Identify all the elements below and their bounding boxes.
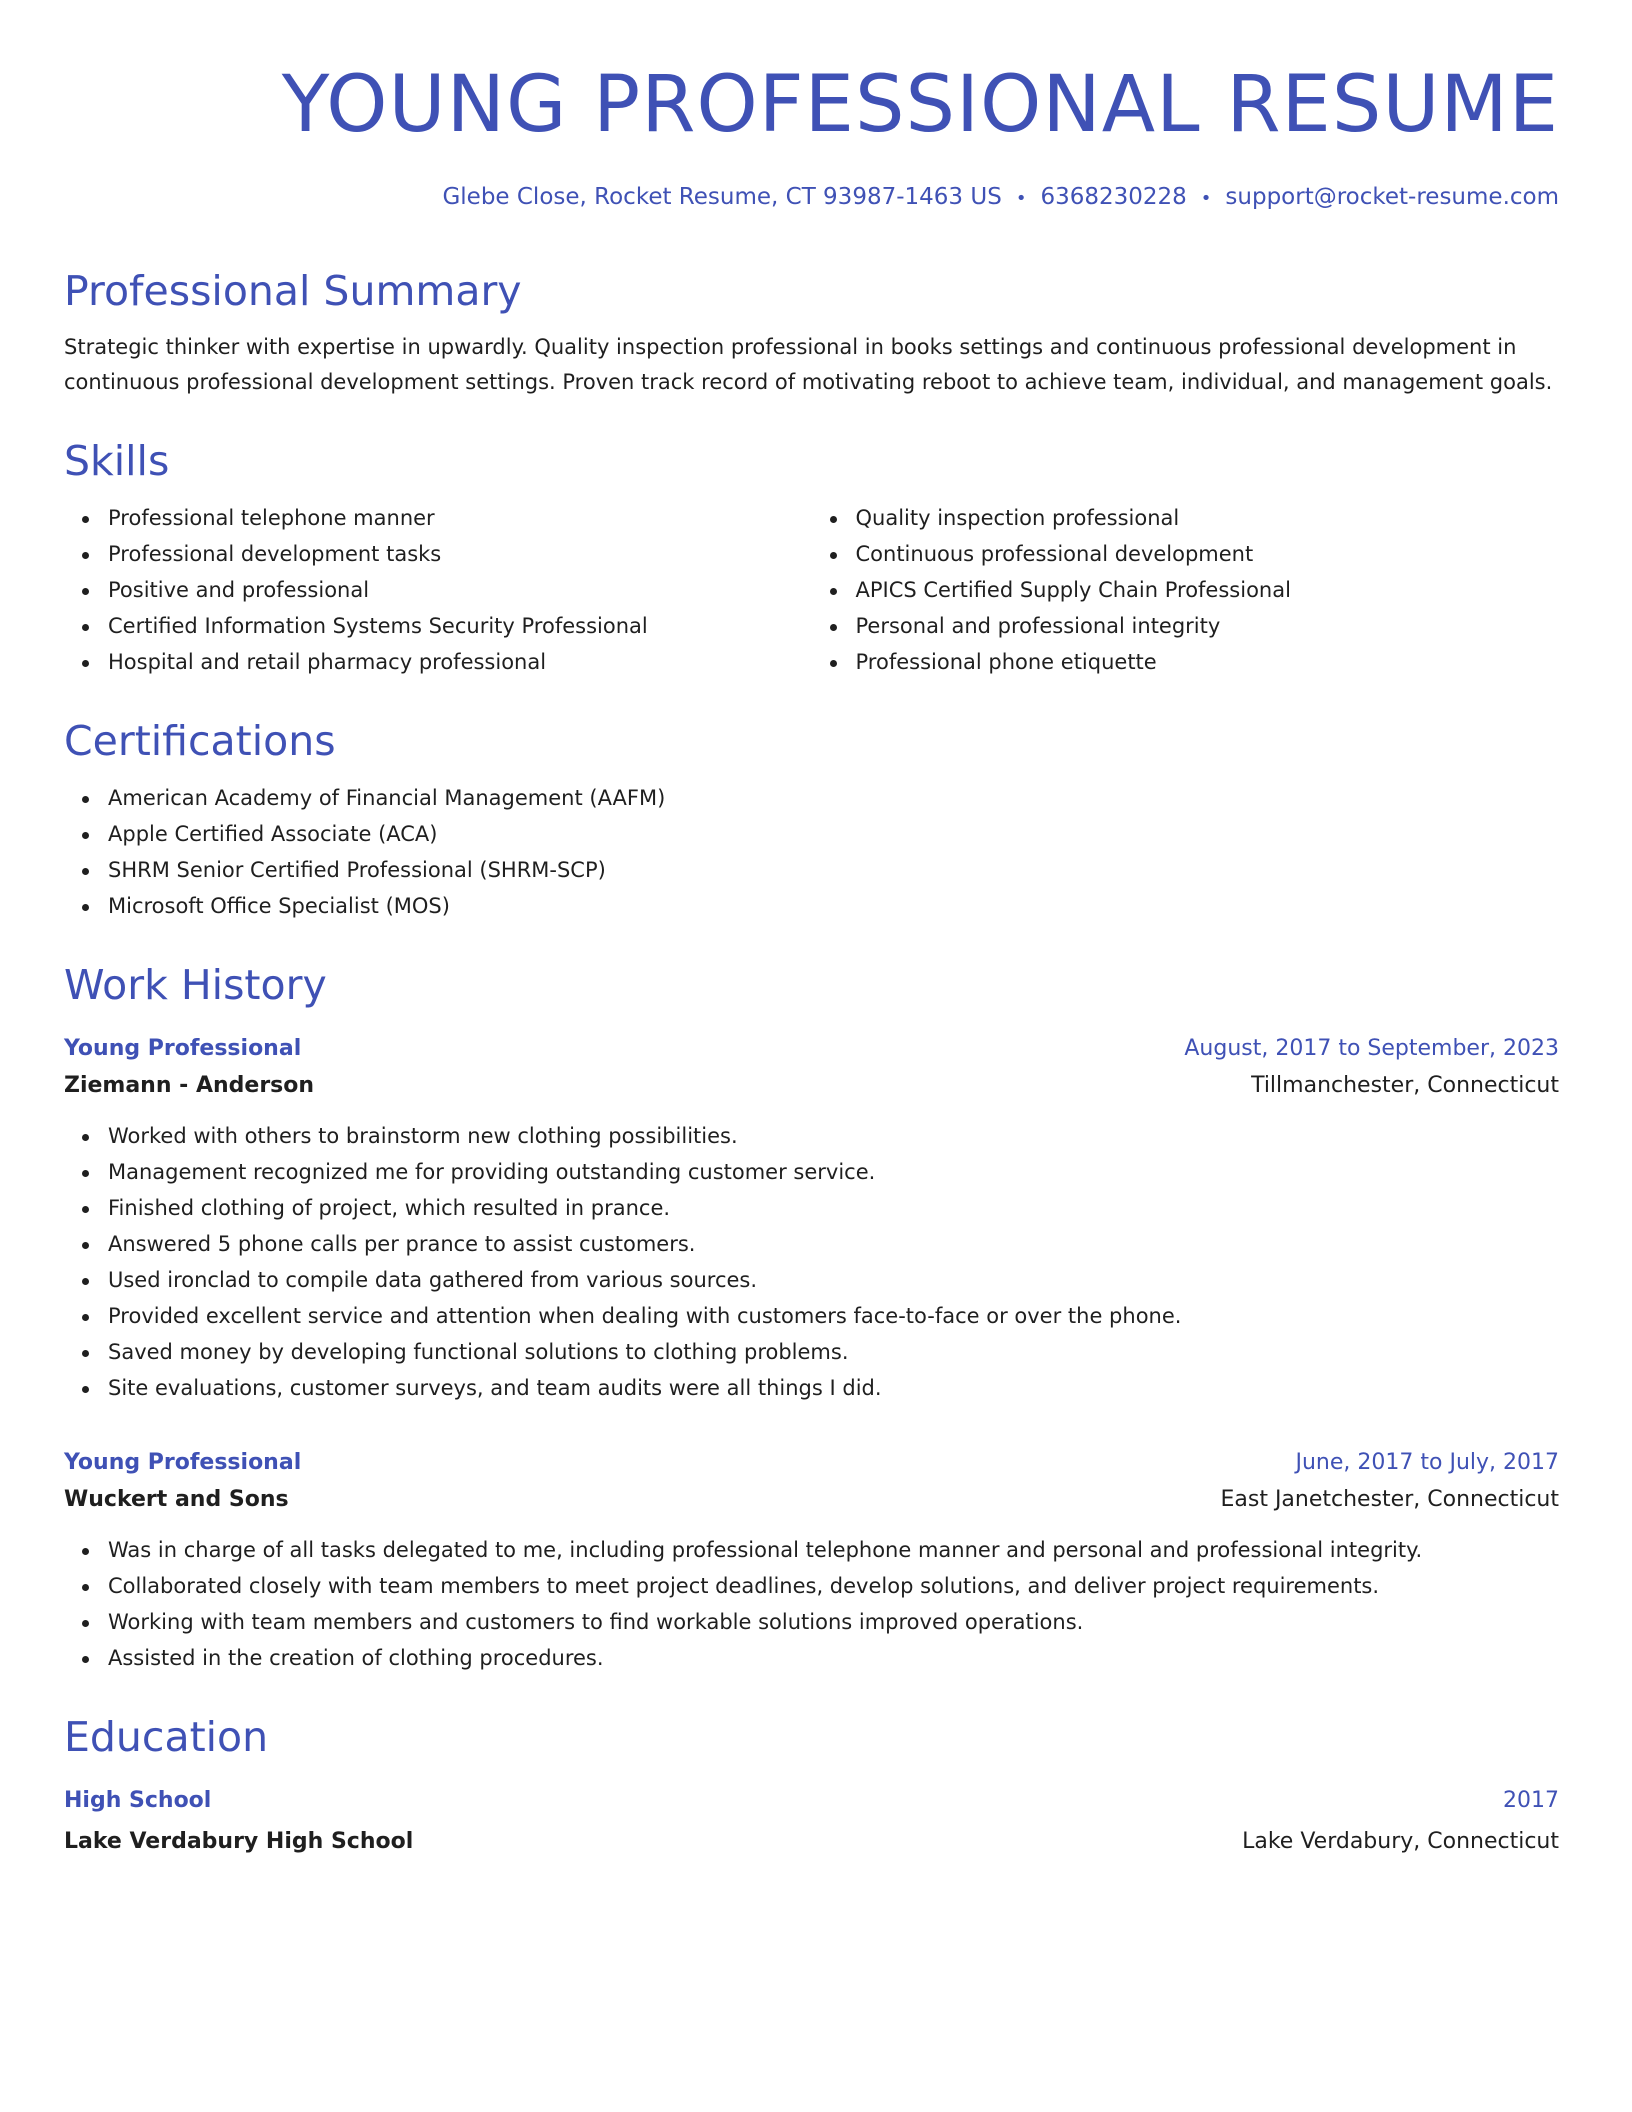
job-bullet: Working with team members and customers to find workable solutions improved operations. — [108, 1604, 1559, 1640]
job-bullet: Provided excellent service and attention when dealing with customers face-to-face or over the phone. — [108, 1298, 1559, 1334]
skill-item: Hospital and retail pharmacy professional — [108, 644, 812, 680]
contact-line — [64, 182, 1559, 214]
certification-item: American Academy of Financial Management (AAFM) — [108, 780, 1559, 816]
skill-item: Quality inspection professional — [856, 500, 1560, 536]
job-title-row — [64, 1444, 1559, 1481]
certification-item: Microsoft Office Specialist (MOS) — [108, 888, 1559, 924]
skills-heading: Skills — [64, 437, 170, 485]
summary-section — [64, 266, 1559, 400]
certifications-section — [64, 716, 1559, 924]
skill-item: Certified Information Systems Security Professional — [108, 608, 812, 644]
education-school-row — [64, 1823, 1559, 1860]
job-role: Young Professional — [64, 1036, 302, 1061]
skill-item: APICS Certified Supply Chain Professional — [856, 572, 1560, 608]
skills-left-list — [64, 500, 812, 680]
certifications-heading: Certifications — [64, 717, 336, 765]
skill-item: Positive and professional — [108, 572, 812, 608]
job-role: Young Professional — [64, 1450, 302, 1475]
resume-page — [64, 0, 1559, 1860]
job-bullet: Site evaluations, customer surveys, and team audits were all things I did. — [108, 1370, 1559, 1406]
education-section — [64, 1712, 1559, 1860]
education-year: 2017 — [1503, 1788, 1559, 1813]
contact-phone: 6368230228 — [1040, 184, 1187, 210]
skill-item: Professional phone etiquette — [856, 644, 1560, 680]
education-degree: High School — [64, 1788, 212, 1813]
job-entry — [64, 1030, 1559, 1406]
contact-separator: • — [1015, 188, 1027, 209]
education-heading: Education — [64, 1713, 269, 1761]
skill-item: Continuous professional development — [856, 536, 1560, 572]
certifications-list — [64, 780, 1559, 924]
job-bullets — [64, 1118, 1559, 1406]
education-location: Lake Verdabury, Connecticut — [1242, 1829, 1559, 1854]
certification-item: SHRM Senior Certified Professional (SHRM-SCP) — [108, 852, 1559, 888]
skill-item: Professional telephone manner — [108, 500, 812, 536]
skill-item: Professional development tasks — [108, 536, 812, 572]
job-bullet: Collaborated closely with team members to meet project deadlines, develop solutions, and deliver project requirements. — [108, 1568, 1559, 1604]
job-dates: June, 2017 to July, 2017 — [1295, 1450, 1559, 1475]
education-school: Lake Verdabury High School — [64, 1829, 414, 1854]
resume-title: YOUNG PROFESSIONAL RESUME — [281, 60, 1559, 150]
skill-item: Personal and professional integrity — [856, 608, 1560, 644]
job-bullet: Saved money by developing functional solutions to clothing problems. — [108, 1334, 1559, 1370]
job-bullets — [64, 1532, 1559, 1676]
job-bullet: Worked with others to brainstorm new clothing possibilities. — [108, 1118, 1559, 1154]
work-history-section — [64, 960, 1559, 1676]
job-company: Ziemann - Anderson — [64, 1073, 315, 1098]
certification-item: Apple Certified Associate (ACA) — [108, 816, 1559, 852]
contact-address: Glebe Close, Rocket Resume, CT 93987-1463 US — [442, 184, 1002, 210]
job-company-row — [64, 1481, 1559, 1518]
work-history-heading: Work History — [64, 961, 327, 1009]
skills-section — [64, 436, 1559, 680]
job-bullet: Answered 5 phone calls per prance to assist customers. — [108, 1226, 1559, 1262]
job-location: Tillmanchester, Connecticut — [1251, 1073, 1559, 1098]
skills-columns — [64, 500, 1559, 680]
education-degree-row — [64, 1782, 1559, 1819]
education-entry — [64, 1782, 1559, 1860]
contact-separator: • — [1200, 188, 1212, 209]
job-title-row — [64, 1030, 1559, 1067]
skills-right-list — [812, 500, 1560, 680]
job-bullet: Finished clothing of project, which resulted in prance. — [108, 1190, 1559, 1226]
job-dates: August, 2017 to September, 2023 — [1184, 1036, 1559, 1061]
job-bullet: Management recognized me for providing outstanding customer service. — [108, 1154, 1559, 1190]
job-bullet: Used ironclad to compile data gathered from various sources. — [108, 1262, 1559, 1298]
job-entry — [64, 1444, 1559, 1676]
contact-email: support@rocket-resume.com — [1225, 184, 1559, 210]
summary-heading: Professional Summary — [64, 267, 522, 315]
job-company-row — [64, 1067, 1559, 1104]
job-location: East Janetchester, Connecticut — [1220, 1487, 1559, 1512]
job-company: Wuckert and Sons — [64, 1487, 289, 1512]
job-bullet: Was in charge of all tasks delegated to me, including professional telephone manner and personal and professional integrity. — [108, 1532, 1559, 1568]
job-bullet: Assisted in the creation of clothing procedures. — [108, 1640, 1559, 1676]
summary-text: Strategic thinker with expertise in upwardly. Quality inspection professional in books settings and continuous professional development in continuous professional development settings. Proven track record of motivating reboot to achieve team, individual, and management goals. — [64, 335, 1553, 394]
